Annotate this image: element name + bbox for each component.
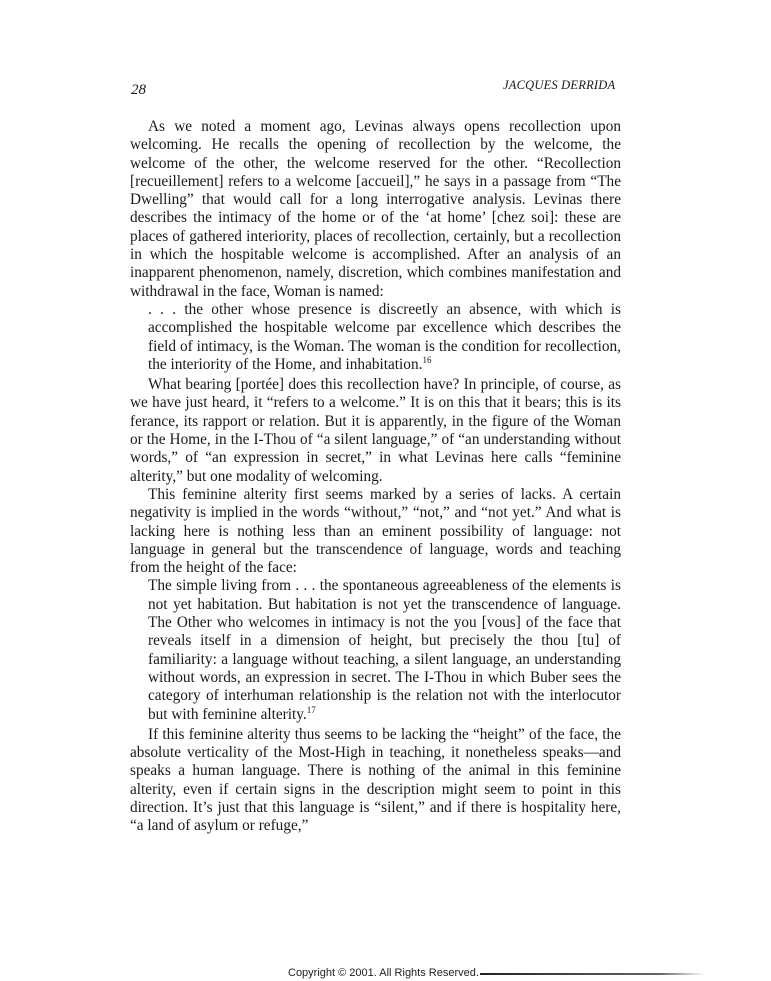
block-quote-2	[148, 577, 621, 723]
paragraph-1: As we noted a moment ago, Levinas always opens recollection upon welcoming. He recalls the opening of recollection by the welcome, the welcome of the other, the welcome reserved for the other. “Recollection [recueillement] refers to a welcome [accueil],” he says in a passage from “The Dwelling” that would call for a long interrogative analysis. Levinas there describes the intimacy of the home or of the ‘at home’ [chez soi]: these are places of gathered interiority, places of recollection, certainly, but a recollection in which the hospitable welcome is accomplished. After an analysis of an inapparent phenomenon, namely, discretion, which combines manifestation and withdrawal in the face, Woman is named:	[130, 118, 621, 300]
block-quote-2-text: The simple living from . . . the spontaneous agreeableness of the elements is not yet habitation. But habitation is not yet the transcendence of language. The Other who welcomes in intimacy is not the you [vous] of the face that reveals itself in a dimension of height, but precisely the thou [tu] of familiarity: a language without teaching, a silent language, an understanding without words, an expression in secret. The I-Thou in which Buber sees the category of interhuman relationship is the relation not with the interlocutor but with feminine alterity.	[148, 577, 621, 723]
paragraph-3: This feminine alterity first seems marked by a series of lacks. A certain negativity is implied in the words “without,” “not,” and “not yet.” And what is lacking here is nothing less than an eminent possibility of language: not language in general but the transcendence of language, words and teaching from the height of the face:	[130, 485, 621, 577]
block-quote-1-text: . . . the other whose presence is discreetly an absence, with which is accomplished the hospitable welcome par excellence which describes the field of intimacy, is the Woman. The woman is the condition for recollection, the interiority of the Home, and inhabitation.	[148, 300, 621, 373]
footnote-marker-16: 16	[422, 354, 432, 365]
paragraph-4: If this feminine alterity thus seems to be lacking the “height” of the face, the absolute verticality of the Most-High in teaching, it nonetheless speaks—and speaks a human language. There is nothing of the animal in this feminine alterity, even if certain signs in the description might seem to point in this direction. It’s just that this language is “silent,” and if there is hospitality here, “a land of asylum or refuge,”	[130, 725, 621, 835]
paragraph-2: What bearing [portée] does this recollection have? In principle, of course, as we have just heard, it “refers to a welcome.” It is on this that it bears; this is its ferance, its rapport or relation. But it is apparently, in the figure of the Woman or the Home, in the I-Thou of “a silent language,” of “an understanding without words,” of “an expression in secret,” in what Levinas here calls “feminine alterity,” but one modality of welcoming.	[130, 376, 621, 485]
block-quote-1	[148, 301, 621, 374]
running-head: JACQUES DERRIDA	[503, 78, 616, 92]
body-text	[130, 118, 621, 836]
footer-rule	[480, 973, 705, 975]
copyright-footer: Copyright © 2001. All Rights Reserved.	[288, 967, 479, 979]
page-number: 28	[131, 82, 146, 98]
footnote-marker-17: 17	[306, 704, 316, 715]
